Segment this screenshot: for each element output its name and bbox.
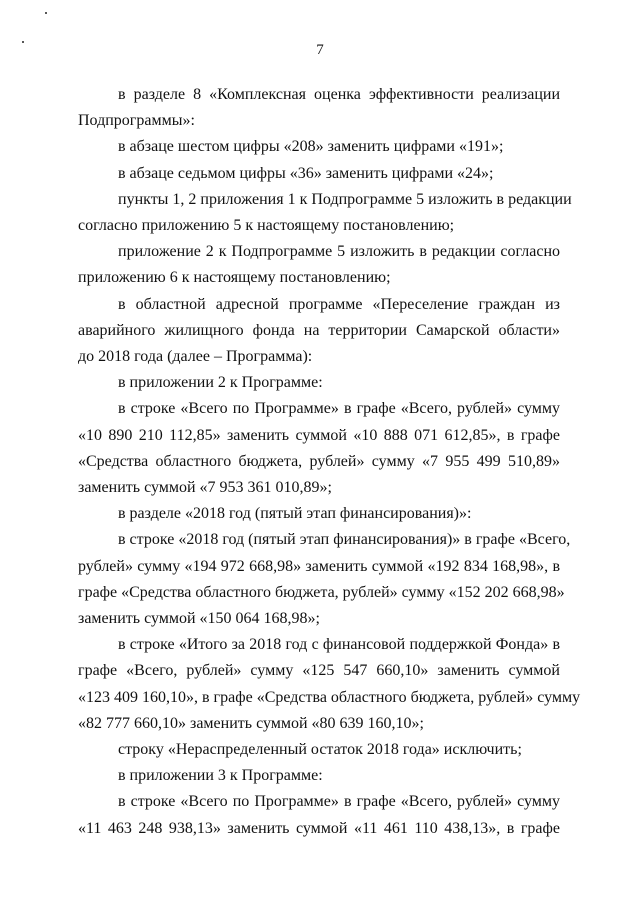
text-line: в строке «Всего по Программе» в графе «Всего, рублей» сумму <box>118 400 560 418</box>
text-line: пункты 1, 2 приложения 1 к Подпрограмме 5 изложить в редакции <box>118 190 572 208</box>
paragraph <box>78 527 571 632</box>
document-body <box>78 82 581 842</box>
paragraph <box>78 161 560 187</box>
text-line: «11 463 248 938,13» заменить суммой «11 461 110 438,13», в графе <box>78 819 560 837</box>
text-line: рублей» сумму «194 972 668,98» заменить суммой «192 834 168,98», в <box>78 557 560 575</box>
text-line: в разделе «2018 год (пятый этап финансирования)»: <box>118 505 472 523</box>
text-line: Подпрограммы»: <box>78 112 195 130</box>
text-line: заменить суммой «150 064 168,98»; <box>78 610 320 628</box>
text-line: графе «Средства областного бюджета, рублей» сумму «152 202 668,98» <box>78 583 565 601</box>
text-line: заменить суммой «7 953 361 010,89»; <box>78 479 332 497</box>
paragraph <box>78 82 560 134</box>
text-line: «123 409 160,10», в графе «Средства областного бюджета, рублей» сумму <box>78 688 581 706</box>
text-line: в областной адресной программе «Переселение граждан из <box>118 295 560 313</box>
page-number: 7 <box>316 42 324 58</box>
scan-speck <box>45 12 47 14</box>
paragraph <box>78 134 560 160</box>
text-line: согласно приложению 5 к настоящему постановлению; <box>78 217 455 235</box>
paragraph <box>78 737 560 763</box>
paragraph <box>78 763 560 789</box>
text-line: строку «Нераспределенный остаток 2018 года» исключить; <box>118 741 522 759</box>
text-line: приложение 2 к Подпрограмме 5 изложить в редакции согласно <box>118 243 560 261</box>
paragraph <box>78 789 560 841</box>
text-line: в строке «Всего по Программе» в графе «Всего, рублей» сумму <box>118 793 560 811</box>
text-line: в приложении 2 к Программе: <box>118 374 323 392</box>
text-line: «Средства областного бюджета, рублей» сумму «7 955 499 510,89» <box>78 452 560 470</box>
text-line: в разделе 8 «Комплексная оценка эффективности реализации <box>118 86 560 103</box>
text-line: в строке «2018 год (пятый этап финансирования)» в графе «Всего, <box>118 531 571 549</box>
text-line: до 2018 года (далее – Программа): <box>78 348 313 366</box>
paragraph <box>78 396 560 501</box>
text-line: в абзаце шестом цифры «208» заменить цифрами «191»; <box>118 138 504 156</box>
text-line: в абзаце седьмом цифры «36» заменить цифрами «24»; <box>118 164 494 182</box>
text-line: аварийного жилищного фонда на территории Самарской области» <box>78 321 560 339</box>
text-line: в приложении 3 к Программе: <box>118 767 323 785</box>
paragraph <box>78 632 581 737</box>
paragraph <box>78 187 572 239</box>
text-line: графе «Всего, рублей» сумму «125 547 660,10» заменить суммой <box>78 662 560 680</box>
paragraph <box>78 501 560 527</box>
text-line: «10 890 210 112,85» заменить суммой «10 888 071 612,85», в графе <box>78 426 560 444</box>
text-line: «82 777 660,10» заменить суммой «80 639 160,10»; <box>78 714 424 732</box>
paragraph <box>78 239 560 291</box>
paragraph <box>78 370 560 396</box>
text-line: приложению 6 к настоящему постановлению; <box>78 269 391 287</box>
paragraph <box>78 292 560 371</box>
text-line: в строке «Итого за 2018 год с финансовой поддержкой Фонда» в <box>118 636 560 654</box>
